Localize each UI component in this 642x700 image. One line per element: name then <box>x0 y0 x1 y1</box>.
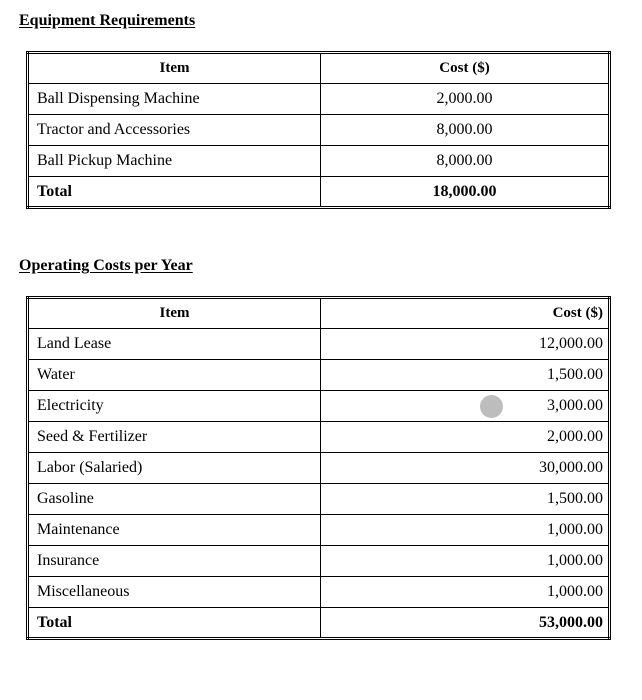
item-cell: Insurance <box>28 546 321 577</box>
item-cell: Tractor and Accessories <box>28 115 321 146</box>
item-cell: Gasoline <box>28 484 321 515</box>
table-row <box>28 84 610 115</box>
item-cell: Ball Dispensing Machine <box>28 84 321 115</box>
header-cost: Cost ($) <box>321 298 610 329</box>
table-row <box>28 453 610 484</box>
cost-cell: 1,000.00 <box>321 515 610 546</box>
table-row <box>28 391 610 422</box>
cost-cell: 8,000.00 <box>321 146 610 177</box>
table-row <box>28 146 610 177</box>
item-cell: Electricity <box>28 391 321 422</box>
equipment-requirements-heading: Equipment Requirements <box>19 12 196 29</box>
table-header-row <box>28 298 610 329</box>
total-row <box>28 177 610 208</box>
table-row <box>28 422 610 453</box>
header-item: Item <box>28 53 321 84</box>
equipment-table <box>26 51 611 209</box>
item-cell: Labor (Salaried) <box>28 453 321 484</box>
header-cost: Cost ($) <box>321 53 610 84</box>
cost-cell: 1,000.00 <box>321 577 610 608</box>
cost-cell: 8,000.00 <box>321 115 610 146</box>
cost-cell: 30,000.00 <box>321 453 610 484</box>
item-cell: Land Lease <box>28 329 321 360</box>
table-row <box>28 577 610 608</box>
item-cell: Ball Pickup Machine <box>28 146 321 177</box>
table-row <box>28 115 610 146</box>
operating-costs-heading: Operating Costs per Year <box>19 257 193 274</box>
item-cell: Maintenance <box>28 515 321 546</box>
total-label: Total <box>28 608 321 639</box>
cost-cell: 12,000.00 <box>321 329 610 360</box>
item-cell: Miscellaneous <box>28 577 321 608</box>
total-cost: 18,000.00 <box>321 177 610 208</box>
table-header-row <box>28 53 610 84</box>
cost-cell: 1,500.00 <box>321 360 610 391</box>
item-cell: Water <box>28 360 321 391</box>
cost-cell: 2,000.00 <box>321 422 610 453</box>
table-row <box>28 484 610 515</box>
cost-cell: 1,000.00 <box>321 546 610 577</box>
total-label: Total <box>28 177 321 208</box>
table-row <box>28 360 610 391</box>
table-row <box>28 515 610 546</box>
table-row <box>28 329 610 360</box>
cost-value: 3,000.00 <box>547 397 603 414</box>
cursor-dot-icon <box>480 395 503 418</box>
table-row <box>28 546 610 577</box>
total-cost: 53,000.00 <box>321 608 610 639</box>
cost-cell: 2,000.00 <box>321 84 610 115</box>
total-row <box>28 608 610 639</box>
cost-cell-with-marker <box>321 391 610 422</box>
operating-costs-table <box>26 296 611 640</box>
cost-cell: 1,500.00 <box>321 484 610 515</box>
header-item: Item <box>28 298 321 329</box>
item-cell: Seed & Fertilizer <box>28 422 321 453</box>
